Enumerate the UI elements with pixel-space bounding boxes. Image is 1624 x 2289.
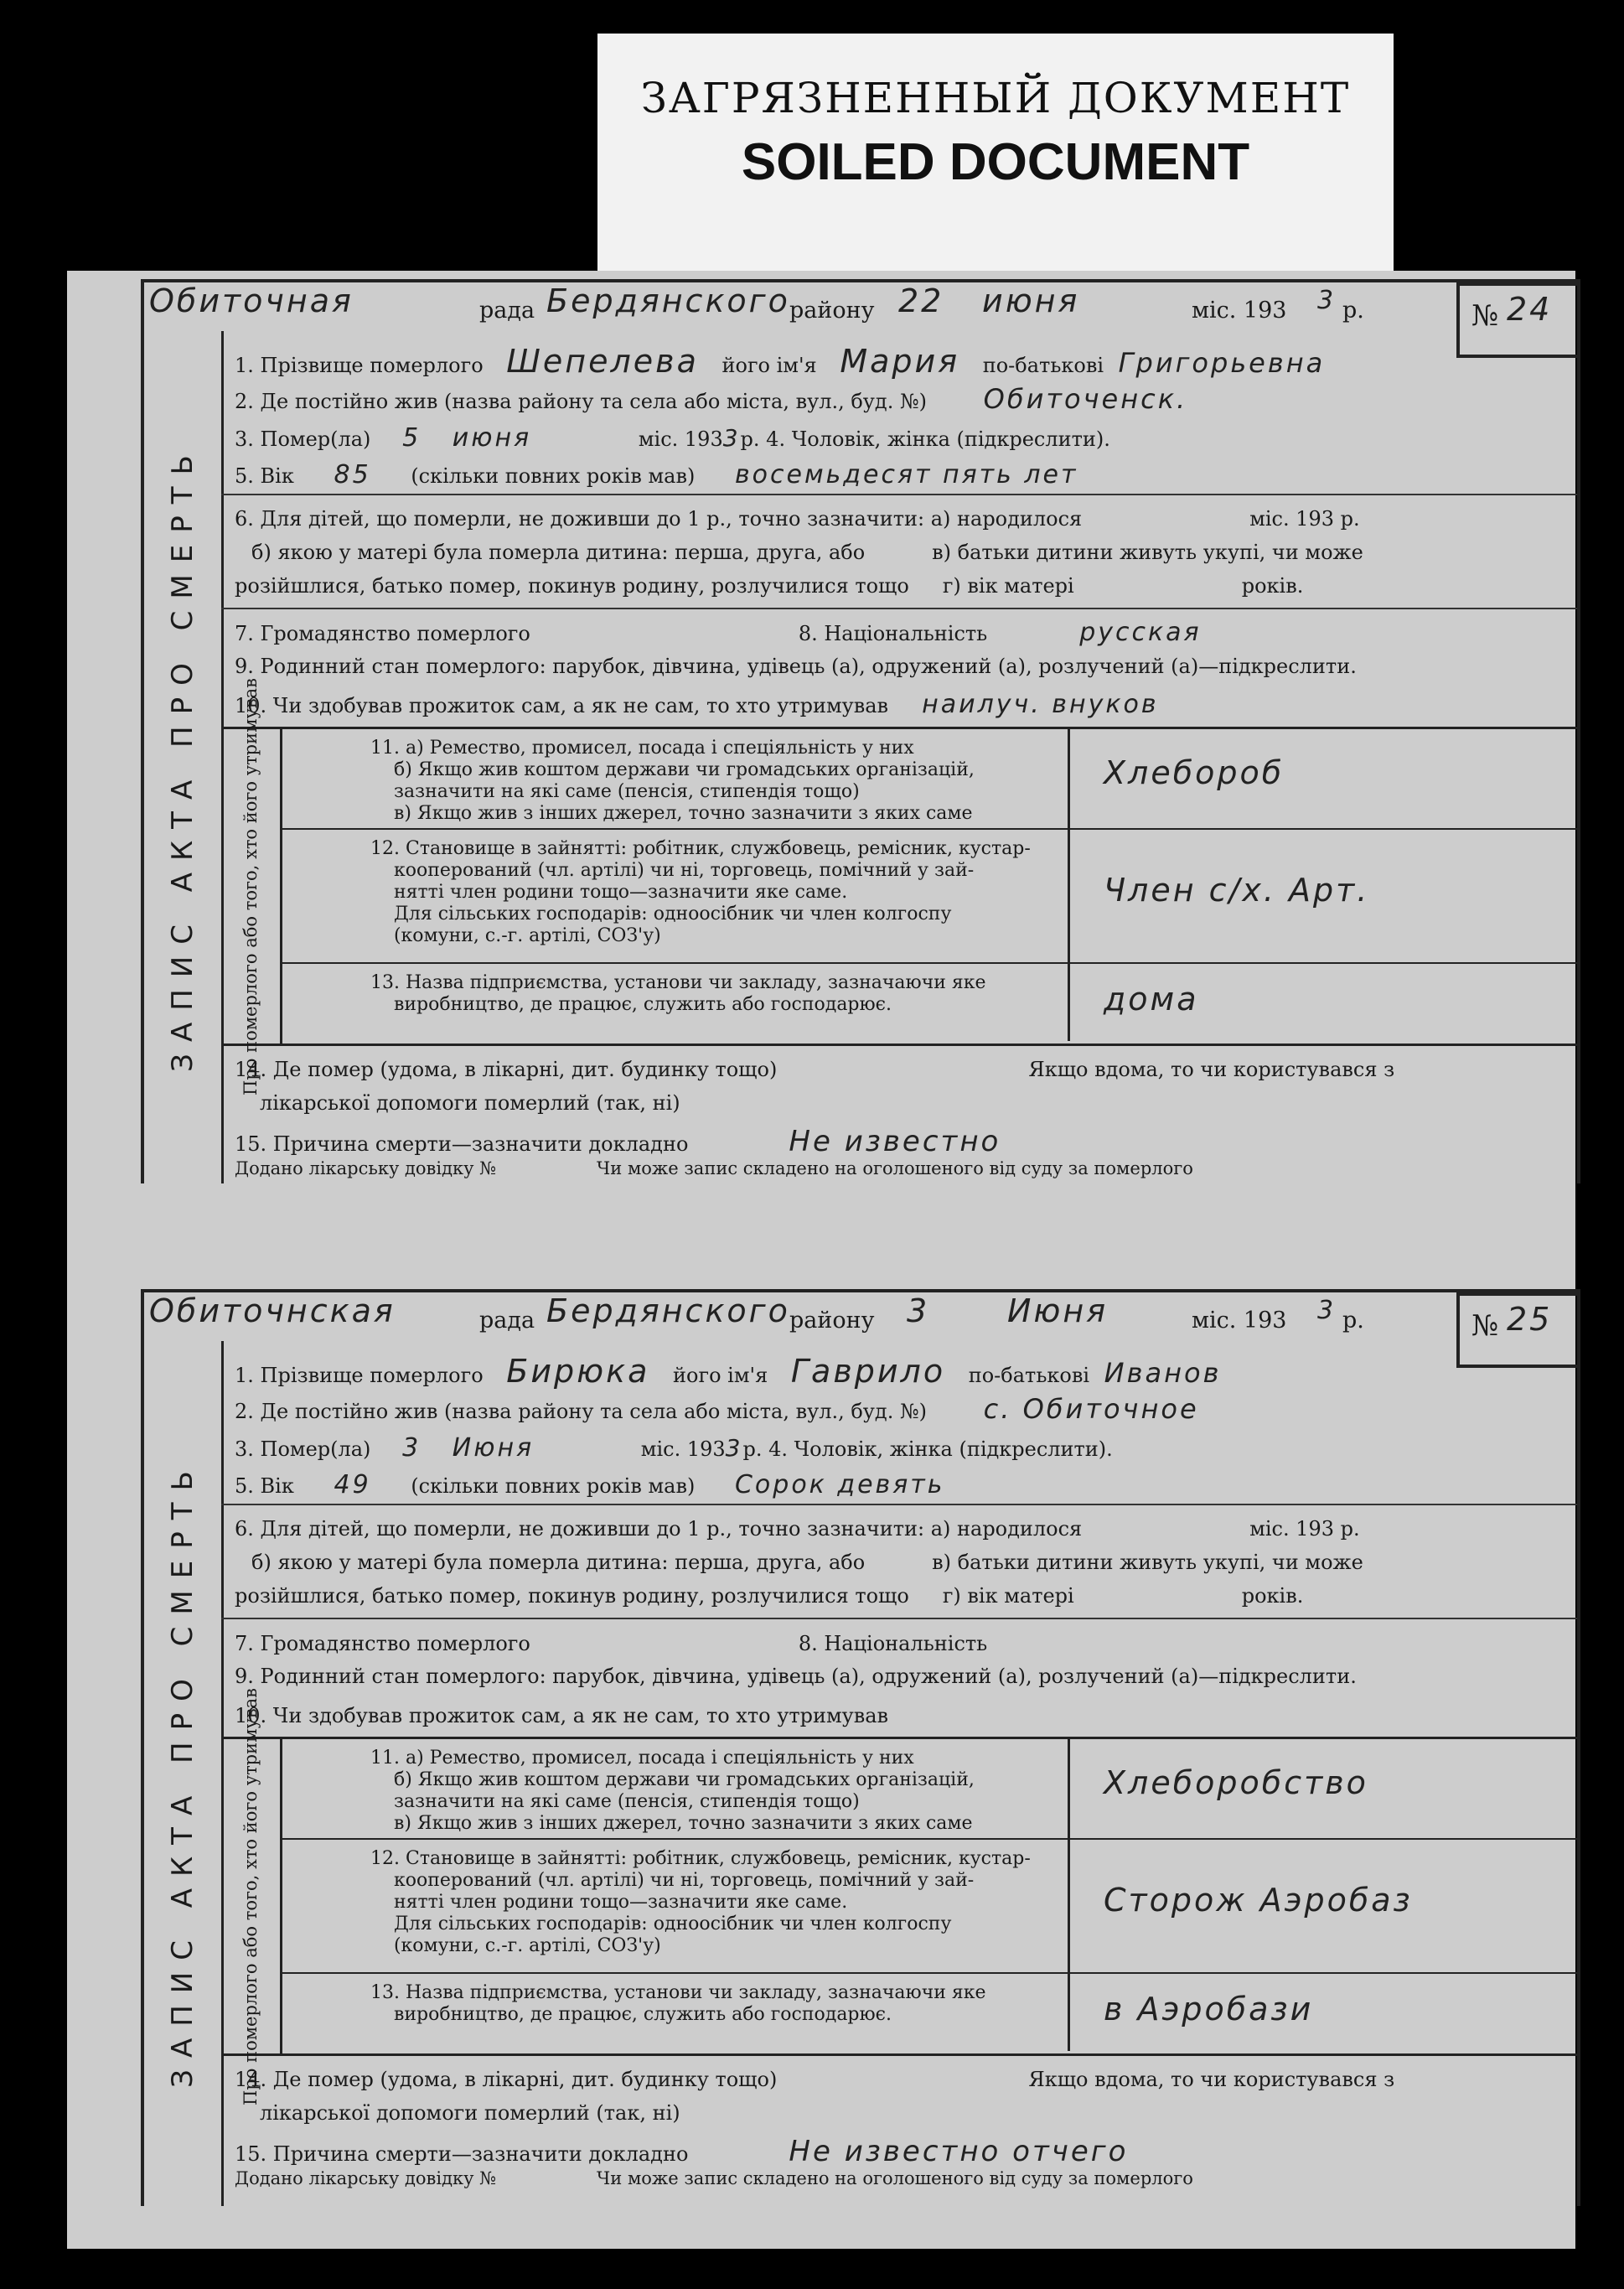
- death-month-value: Июня: [452, 1433, 535, 1463]
- rada-label: рада: [479, 298, 535, 324]
- cause-value: Не известно отчего: [789, 2135, 1129, 2168]
- stamp-english-text: SOILED DOCUMENT: [741, 133, 1250, 191]
- document-page: [67, 271, 1575, 2249]
- rayon-value: Бердянского: [546, 282, 790, 319]
- soiled-document-label: [597, 34, 1394, 271]
- rayon-label: району: [789, 1308, 875, 1334]
- year-label: р.: [1342, 1308, 1364, 1334]
- age-value: 85: [334, 460, 371, 489]
- death-record-form-1: Обиточная рада Бердянского району 22 июня міс. 193 3 р. № 24 ЗАПИС АКТА ПРО СМЕРТЬ 1. Прізвище померлого Шепелева його ім'я Мария по-батькові Григорьевна 2. Де постійно жив (назва району та села або міста, вул., буд. №) Обиточенск. 3. Помер(ла) 5 июня міс. 1933р. 4. Чоловік, жінка (підкреслити). 5. Вік 85 (скільки повних років мав) восемьдесят пять лет 6. Для дітей, що померли, не доживши до 1 р., точно зазначити: а) народилося міс. 193 р. б) якою у матері була померла дитина: перша, друга, або в) батьки дитини живуть укупі, чи може розійшлися, батько помер, покинув родину, розлучилися тощо г) вік матері років. 7. Громадянство померлого 8. Національність русская 9. Родинний стан померлого: парубок, дівчина, удівець (а), одружений (а), розлучений (а)—підкреслити. 10. Чи здобував прожиток сам, а як не сам, то хто утримував наилуч. внуков Про померлого або того, хто його утримував 11. а) Ремество, промисел, посада і спеціяльність у них б) Якщо жив коштом держави чи громадських організацій, зазначити на які саме (пенсія, стипендія тощо) в) Якщо жив з інших джерел, точно зазначити з яких саме Хлебороб 12. Становище в зайнятті: робітник, службовець, ремісник, кустар- кооперований (чл. артілі) чи ні, торговець, помічний у зай- нятті член родини тощо—зазначити яке саме. Для сільських господарів: одноосібник чи член колгоспу (комуни, с.-г. артілі, СОЗ'у) Член с/х. Арт. 13. Назва підприємства, установи чи закладу, зазначаючи яке виробництво, де працює, служить або господарює. дома 14. Де помер (удома, в лікарні, дит. будинку тощо) Якщо вдома, то чи користувався з лікарської допомоги померлий (так, ні) 15. Причина смерти—зазначити докладно Не известно Додано лікарську довідку № Чи може запис складено на оголошеного від суду за померлого: [141, 279, 1580, 1183]
- side-title: ЗАПИС АКТА ПРО СМЕРТЬ: [144, 1341, 224, 2206]
- rayon-value: Бердянского: [546, 1292, 790, 1329]
- residence-value: с. Обиточное: [983, 1393, 1199, 1425]
- row-3: 3. Помер(ла) 3 Июня міс. 1933р. 4. Чоловік, жінка (підкреслити).: [235, 1433, 1113, 1463]
- surname-value: Бирюка: [506, 1353, 650, 1390]
- rada-value: Обиточнская: [149, 1292, 396, 1329]
- row-3: 3. Помер(ла) 5 июня міс. 1933р. 4. Чоловік, жінка (підкреслити).: [235, 423, 1110, 453]
- month-label: міс. 193: [1192, 298, 1287, 324]
- patronymic-value: Григорьевна: [1118, 347, 1326, 379]
- form-header: [144, 1292, 1577, 1341]
- patronymic-value: Иванов: [1104, 1357, 1222, 1389]
- row-1: 1. Прізвище померлого Бирюка його ім'я Гаврило по-батькові Иванов: [235, 1353, 1222, 1390]
- position-value: Член с/х. Арт.: [1104, 872, 1370, 909]
- nationality-value: русская: [1079, 618, 1202, 647]
- support-value: наилуч. внуков: [922, 690, 1159, 719]
- record-number: 25: [1507, 1301, 1553, 1338]
- month-label: міс. 193: [1192, 1308, 1287, 1334]
- age-words-value: восемьдесят пять лет: [734, 460, 1078, 489]
- name-value: Мария: [840, 343, 960, 380]
- side-title: ЗАПИС АКТА ПРО СМЕРТЬ: [144, 331, 224, 1183]
- name-value: Гаврило: [790, 1353, 946, 1390]
- workplace-value: дома: [1104, 981, 1199, 1018]
- day-value: 3: [907, 1292, 930, 1329]
- year-label: р.: [1342, 298, 1364, 324]
- rada-value: Обиточная: [149, 282, 354, 319]
- form-header: [144, 282, 1577, 331]
- age-value: 49: [334, 1470, 371, 1499]
- death-month-value: июня: [452, 423, 532, 453]
- occupation-block: Про померлого або того, хто його утримував 11. а) Ремество, промисел, посада і спеціяльність у них б) Якщо жив коштом держави чи громадських організацій, зазначити на які саме (пенсія, стипендія тощо) в) Якщо жив з інших джерел, точно зазначити з яких саме Хлебороб 12. Становище в зайнятті: робітник, службовець, ремісник, кустар- кооперований (чл. артілі) чи ні, торговець, помічний у зай- нятті член родини тощо—зазначити яке саме. Для сільських господарів: одноосібник чи член колгоспу (комуни, с.-г. артілі, СОЗ'у) Член с/х. Арт. 13. Назва підприємства, установи чи закладу, зазначаючи яке виробництво, де працює, служить або господарює. дома: [221, 727, 1577, 1046]
- death-day-value: 3: [402, 1433, 422, 1463]
- record-number-box: № 24: [1456, 282, 1580, 358]
- surname-value: Шепелева: [506, 343, 699, 380]
- month-value: Июня: [1007, 1292, 1109, 1329]
- occupation-block: Про померлого або того, хто його утримував 11. а) Ремество, промисел, посада і спеціяльність у них б) Якщо жив коштом держави чи громадських організацій, зазначити на які саме (пенсія, стипендія тощо) в) Якщо жив з інших джерел, точно зазначити з яких саме Хлеборобство 12. Становище в зайнятті: робітник, службовець, ремісник, кустар- кооперований (чл. артілі) чи ні, торговець, помічний у зай- нятті член родини тощо—зазначити яке саме. Для сільських господарів: одноосібник чи член колгоспу (комуни, с.-г. артілі, СОЗ'у) Сторож Аэробаз 13. Назва підприємства, установи чи закладу, зазначаючи яке виробництво, де працює, служить або господарює. в Аэробази: [221, 1737, 1577, 2056]
- workplace-value: в Аэробази: [1104, 1991, 1314, 2027]
- stamp-russian-text: ЗАГРЯЗНЕННЫЙ ДОКУМЕНТ: [640, 74, 1351, 122]
- age-words-value: Сорок девять: [734, 1470, 945, 1499]
- rayon-label: району: [789, 298, 875, 324]
- residence-value: Обиточенск.: [983, 383, 1188, 415]
- row-5: 5. Вік 49 (скільки повних років мав) Сорок девять: [235, 1470, 945, 1499]
- occupation-value: Хлебороб: [1104, 754, 1285, 791]
- day-value: 22: [898, 282, 944, 319]
- row-5: 5. Вік 85 (скільки повних років мав) восемьдесят пять лет: [235, 460, 1078, 489]
- row-2: 2. Де постійно жив (назва району та села або міста, вул., буд. №) Обиточенск.: [235, 383, 1188, 415]
- cause-value: Не известно: [789, 1125, 1001, 1158]
- row-2: 2. Де постійно жив (назва району та села або міста, вул., буд. №) с. Обиточное: [235, 1393, 1199, 1425]
- year-digit: 3: [1317, 286, 1337, 315]
- death-day-value: 5: [402, 423, 422, 453]
- occupation-value: Хлеборобство: [1104, 1764, 1368, 1801]
- row-1: 1. Прізвище померлого Шепелева його ім'я Мария по-батькові Григорьевна: [235, 343, 1326, 380]
- month-value: июня: [982, 282, 1080, 319]
- record-number: 24: [1507, 291, 1553, 328]
- year-digit: 3: [1317, 1296, 1337, 1325]
- rada-label: рада: [479, 1308, 535, 1334]
- record-number-box: № 25: [1456, 1292, 1580, 1368]
- position-value: Сторож Аэробаз: [1104, 1882, 1413, 1919]
- death-record-form-2: Обиточнская рада Бердянского району 3 Июня міс. 193 3 р. № 25 ЗАПИС АКТА ПРО СМЕРТЬ 1. Прізвище померлого Бирюка його ім'я Гаврило по-батькові Иванов 2. Де постійно жив (назва району та села або міста, вул., буд. №) с. Обиточное 3. Помер(ла) 3 Июня міс. 1933р. 4. Чоловік, жінка (підкреслити). 5. Вік 49 (скільки повних років мав) Сорок девять 6. Для дітей, що померли, не доживши до 1 р., точно зазначити: а) народилося міс. 193 р. б) якою у матері була померла дитина: перша, друга, або в) батьки дитини живуть укупі, чи може розійшлися, батько помер, покинув родину, розлучилися тощо г) вік матері років. 7. Громадянство померлого 8. Національність 9. Родинний стан померлого: парубок, дівчина, удівець (а), одружений (а), розлучений (а)—підкреслити. 10. Чи здобував прожиток сам, а як не сам, то хто утримував Про померлого або того, хто його утримував 11. а) Ремество, промисел, посада і спеціяльність у них б) Якщо жив коштом держави чи громадських організацій, зазначити на які саме (пенсія, стипендія тощо) в) Якщо жив з інших джерел, точно зазначити з яких саме Хлеборобство 12. Становище в зайнятті: робітник, службовець, ремісник, кустар- кооперований (чл. артілі) чи ні, торговець, помічний у зай- нятті член родини тощо—зазначити яке саме. Для сільських господарів: одноосібник чи член колгоспу (комуни, с.-г. артілі, СОЗ'у) Сторож Аэробаз 13. Назва підприємства, установи чи закладу, зазначаючи яке виробництво, де працює, служить або господарює. в Аэробази 14. Де помер (удома, в лікарні, дит. будинку тощо) Якщо вдома, то чи користувався з лікарської допомоги померлий (так, ні) 15. Причина смерти—зазначити докладно Не известно отчего Додано лікарську довідку № Чи може запис складено на оголошеного від суду за померлого: [141, 1289, 1580, 2206]
